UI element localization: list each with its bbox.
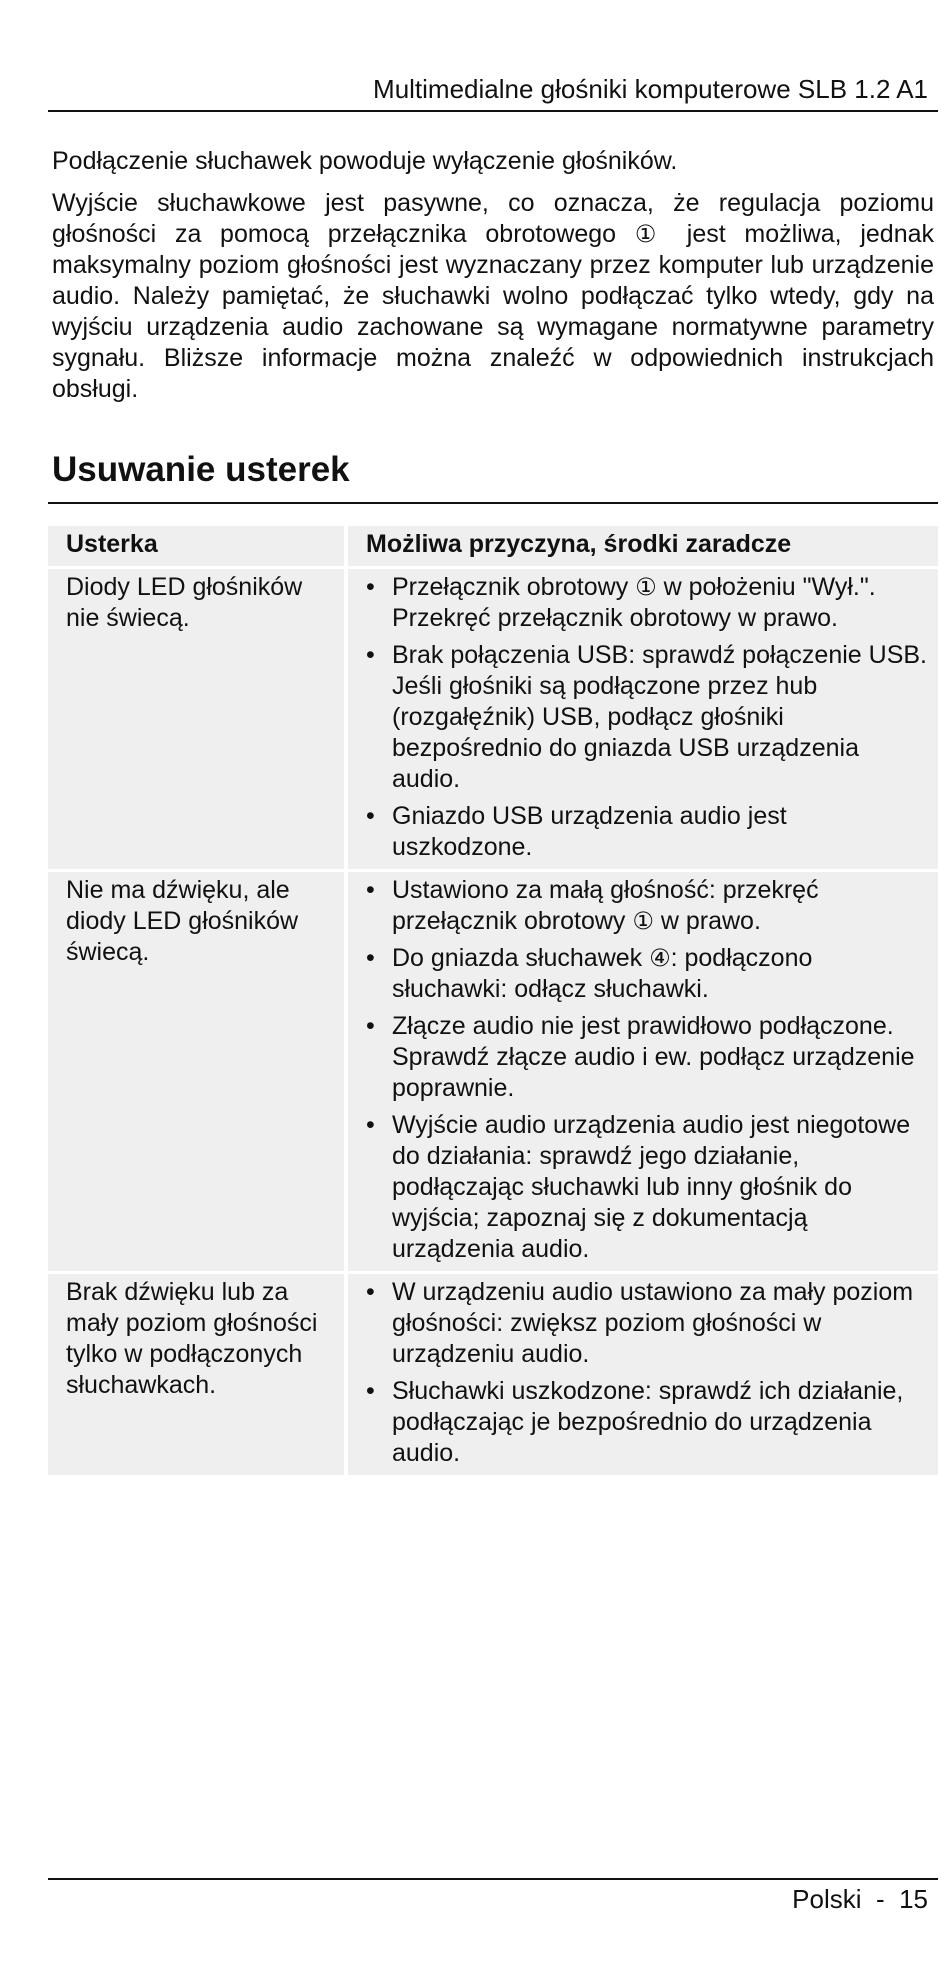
cause-text: Do gniazda słuchawek [392, 944, 650, 972]
cause-text: W urządzeniu audio ustawiono za mały poziom głośności: zwiększ poziom głośności w urządzeniu audio. [392, 1278, 914, 1368]
list-item [366, 1376, 930, 1469]
cause-text: Gniazdo USB urządzenia audio jest uszkodzone. [392, 802, 787, 861]
cause-text: Brak połączenia USB: sprawdź połączenie USB. Jeśli głośniki są podłączone przez hub (rozgałęźnik) USB, podłącz głośniki bezpośrednio do gniazda USB urządzenia audio. [392, 641, 927, 793]
page-footer [792, 1882, 928, 1916]
page-number: 15 [899, 1884, 928, 1914]
rotary-switch-symbol-icon: ① [634, 221, 669, 248]
cause-text: Złącze audio nie jest prawidłowo podłączone. Sprawdź złącze audio i ew. podłącz urządzenie poprawnie. [392, 1012, 915, 1102]
section-title: Usuwanie usterek [52, 450, 350, 489]
cause-list [366, 572, 930, 863]
footer-separator: - [875, 1884, 885, 1914]
fault-cell: Nie ma dźwięku, ale diody LED głośników świecą. [48, 872, 348, 1274]
list-item [366, 572, 930, 634]
table-row [48, 872, 938, 1274]
intro-paragraph-1: Podłączenie słuchawek powoduje wyłączenie głośników. [52, 147, 678, 175]
headphone-jack-symbol-icon: ④ [649, 945, 671, 972]
rotary-switch-symbol-icon: ① [632, 908, 654, 935]
table-row [48, 569, 938, 872]
cause-list [366, 875, 930, 1265]
list-item [366, 1277, 930, 1370]
header-divider [48, 110, 938, 112]
column-header-fault: Usterka [48, 526, 348, 569]
cause-cell [348, 569, 938, 872]
cause-text-continued: w położeniu "Wył.". Przekręć przełącznik obrotowy w prawo. [392, 573, 876, 632]
cause-cell [348, 1274, 938, 1475]
column-header-cause: Możliwa przyczyna, środki zaradcze [348, 526, 938, 569]
cause-text: Wyjście audio urządzenia audio jest niegotowe do działania: sprawdź jego działanie, podłączając słuchawki lub inny głośnik do wyjścia; zapoznaj się z dokumentacją urządzenia audio. [392, 1111, 911, 1263]
section-divider [48, 502, 938, 504]
cause-text-continued: w prawo. [653, 907, 761, 935]
cause-text: Ustawiono za małą głośność: przekręć przełącznik obrotowy [392, 876, 819, 935]
table-header-row [48, 526, 938, 569]
cause-text-continued: : podłączono słuchawki: odłącz słuchawki. [392, 944, 813, 1003]
list-item [366, 943, 930, 1005]
fault-cell: Diody LED głośników nie świecą. [48, 569, 348, 872]
table-body [48, 569, 938, 1475]
troubleshooting-table [48, 526, 938, 1475]
list-item [366, 1110, 930, 1265]
intro-text-end: jest możliwa, jednak maksymalny poziom głośności jest wyznaczany przez komputer lub urządzenie audio. Należy pamiętać, że słuchawki wolno podłączać tylko wtedy, gdy na wyjściu urządzenia audio zachowane są wymagane normatywne parametry sygnału. Bliższe informacje można znaleźć w odpowiednich instrukcjach obsługi. [52, 220, 935, 403]
fault-cell: Brak dźwięku lub za mały poziom głośności tylko w podłączonych słuchawkach. [48, 1274, 348, 1475]
intro-text-start: Wyjście słuchawkowe jest pasywne, co oznacza, że regulacja poziomu głośności za pomocą przełącznika obrotowego [52, 189, 934, 248]
cause-text: Przełącznik obrotowy [392, 573, 636, 601]
list-item [366, 640, 930, 795]
list-item [366, 875, 930, 937]
rotary-switch-symbol-icon: ① [635, 574, 657, 601]
cause-list [366, 1277, 930, 1469]
cause-cell [348, 872, 938, 1274]
intro-paragraph-2 [52, 188, 934, 405]
list-item [366, 801, 930, 863]
troubleshooting-table-container [48, 526, 938, 1475]
footer-language: Polski [792, 1884, 862, 1914]
list-item [366, 1011, 930, 1104]
running-header: Multimedialne głośniki komputerowe SLB 1.2 A1 [373, 74, 928, 104]
table-row [48, 1274, 938, 1475]
cause-text: Słuchawki uszkodzone: sprawdź ich działanie, podłączając je bezpośrednio do urządzenia audio. [392, 1377, 904, 1467]
footer-divider [48, 1878, 938, 1880]
